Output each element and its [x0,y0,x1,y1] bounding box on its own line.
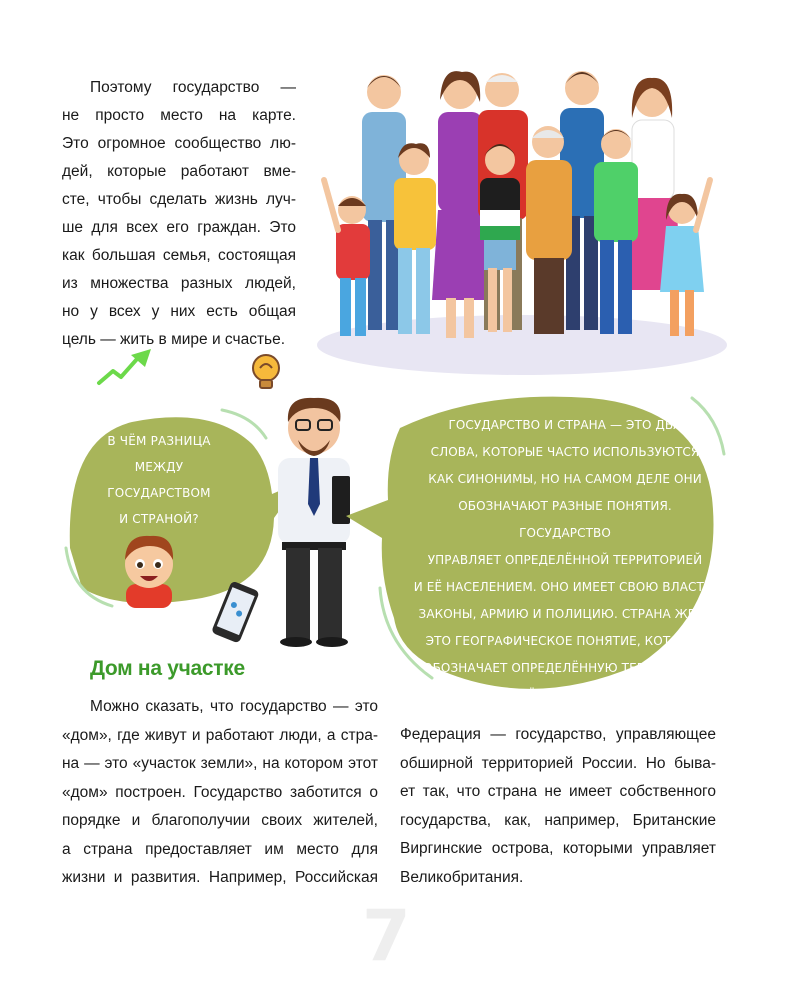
answer-line: ЗАКОНЫ, АРМИЮ И ПОЛИЦИЮ. СТРАНА ЖЕ — [418,607,712,621]
answer-line: ЭТО ГЕОГРАФИЧЕСКОЕ ПОНЯТИЕ, КОТОРОЕ [425,634,705,648]
intro-line: но у всех у них есть общая [62,303,296,320]
body-line: «дом», где живут и работают люди, а стра- [62,726,378,744]
body-line: жизни и развития. Например, Российская [62,869,378,886]
section-heading: Дом на участке [90,657,245,680]
question-bubble-text [78,428,240,532]
answer-line: КАК СИНОНИМЫ, НО НА САМОМ ДЕЛЕ ОНИ [428,472,702,486]
answer-bubble-text [412,412,718,709]
body-line: Можно сказать, что государство — это [90,698,378,715]
body-line: обширной территорией России. Но быва- [400,754,716,772]
answer-line: ОБОЗНАЧАЮТ РАЗНЫЕ ПОНЯТИЯ. ГОСУДАРСТВО [458,499,672,540]
intro-line: дей, которые работают вме- [62,163,296,180]
lightbulb-icon [248,352,284,392]
body-line: Виргинские острова, которыми управляет [400,840,716,857]
boy-face-illustration [118,528,180,608]
smartphone-icon [206,582,264,644]
page-number: 7 [362,895,411,977]
answer-line: ОБОЗНАЧАЕТ ОПРЕДЕЛЁННУЮ ТЕРРИТОРИЮ [423,661,707,675]
intro-line: Поэтому государство — [90,79,296,96]
body-line: Великобритания. [400,868,524,886]
question-line: И СТРАНОЙ? [119,512,199,526]
answer-line: С ЕЁ ГРАНИЦАМИ. [507,688,623,702]
body-line: порядке и благополучии своих жителей, [62,812,378,829]
intro-line: сте, чтобы сделать жизнь луч- [62,191,296,208]
body-line: государства, как, например, Британские [400,811,716,829]
answer-line: СЛОВА, КОТОРЫЕ ЧАСТО ИСПОЛЬЗУЮТСЯ [430,445,700,459]
question-line: В ЧЁМ РАЗНИЦА [107,434,211,448]
body-line: Федерация — государство, управляющее [400,726,716,743]
body-line: на — это «участок земли», на котором этот [62,755,378,772]
intro-line: Это огромное сообщество лю- [62,135,296,152]
body-line: а страна предоставляет им место для [62,840,378,858]
answer-line: И ЕЁ НАСЕЛЕНИЕМ. ОНО ИМЕЕТ СВОЮ ВЛАСТЬ, [413,580,717,594]
intro-line: цель — жить в мире и счастье. [62,331,286,348]
body-line: «дом» построен. Государство заботится о [62,783,378,801]
intro-line: ше для всех его граждан. Это [62,219,296,236]
growth-arrow-icon [95,345,157,387]
section-right-column [400,721,716,892]
intro-paragraph [62,74,296,354]
question-line: ГОСУДАРСТВОМ [107,486,211,500]
family-illustration [312,60,732,380]
body-line: ет так, что страна не имеет собственного [400,783,716,800]
answer-line: УПРАВЛЯЕТ ОПРЕДЕЛЁННОЙ ТЕРРИТОРИЕЙ [427,553,703,567]
intro-line: как большая семья, состоящая [62,247,296,264]
question-line: МЕЖДУ [134,460,184,474]
answer-line: ГОСУДАРСТВО И СТРАНА — ЭТО ДВА [448,418,682,432]
section-left-column [62,693,378,893]
intro-line: из множества разных людей, [62,275,296,292]
intro-line: не просто место на карте. [62,107,296,124]
